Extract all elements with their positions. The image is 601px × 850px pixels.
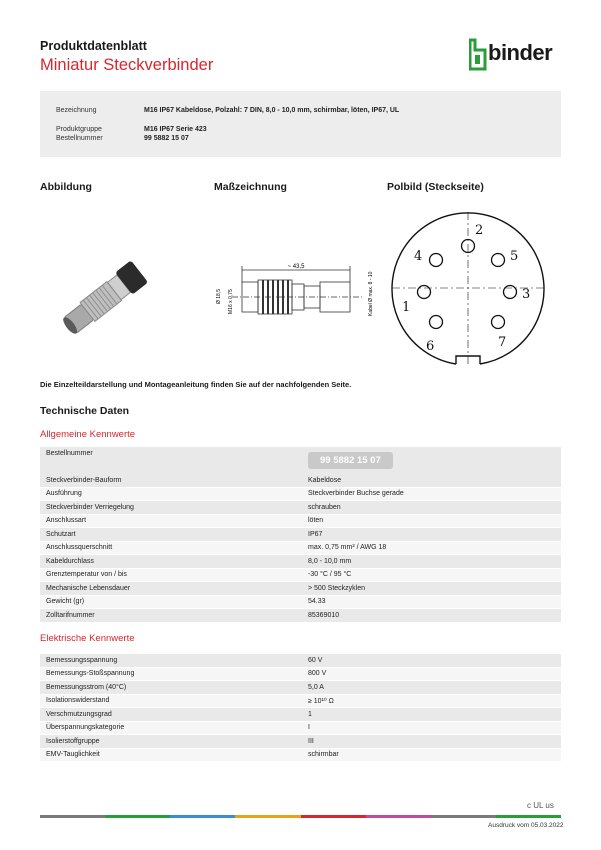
- pin-5: [492, 254, 505, 267]
- general-data-heading: Allgemeine Kennwerte: [40, 429, 136, 440]
- info-label-bezeichnung: Bezeichnung: [56, 107, 97, 114]
- table-row-value: 1: [302, 708, 561, 722]
- table-row: [40, 582, 561, 596]
- pin-label-2: 2: [475, 223, 484, 238]
- table-row-value: I: [302, 721, 561, 735]
- table-row: [40, 595, 561, 609]
- table-row: [40, 447, 561, 477]
- table-row-label: Überspannungskategorie: [40, 721, 302, 735]
- order-number-label: Bestellnummer: [40, 447, 302, 477]
- table-row-value: 60 V: [302, 654, 561, 667]
- footer-color-segment: [105, 815, 170, 818]
- table-row-label: Zolltarifnummer: [40, 609, 302, 623]
- table-row: [40, 681, 561, 695]
- table-row: [40, 568, 561, 582]
- electrical-data-table: [40, 654, 561, 762]
- footer-color-segment: [40, 815, 105, 818]
- info-label-produktgruppe: Produktgruppe: [56, 126, 102, 133]
- table-row-label: Anschlussquerschnitt: [40, 541, 302, 555]
- table-row-value: > 500 Steckzyklen: [302, 582, 561, 596]
- table-row-label: Bemessungsstrom (40°C): [40, 681, 302, 695]
- pin-4: [430, 254, 443, 267]
- footer-color-segment: [431, 815, 496, 818]
- pin-3: [504, 286, 517, 299]
- table-row: [40, 708, 561, 722]
- order-number-cell: [302, 447, 561, 477]
- product-image: [50, 252, 160, 342]
- heading-masszeichnung: Maßzeichnung: [214, 181, 287, 193]
- general-data-table: [40, 447, 561, 477]
- info-value-produktgruppe: M16 IP67 Serie 423: [144, 126, 207, 133]
- product-info-box: [40, 91, 561, 157]
- document-title: Miniatur Steckverbinder: [40, 56, 214, 74]
- table-row: [40, 541, 561, 555]
- pin-label-7: 7: [498, 335, 507, 350]
- table-row: [40, 501, 561, 515]
- dim-diameter: Ø 18,5: [216, 288, 222, 304]
- table-row-value: schrauben: [302, 501, 561, 515]
- table-row-label: Mechanische Lebensdauer: [40, 582, 302, 596]
- binder-logo: [469, 38, 563, 72]
- print-date: Ausdruck vom 05.03.2022: [488, 822, 564, 829]
- footer-color-segment: [496, 815, 561, 818]
- footer-color-segment: [301, 815, 366, 818]
- logo-wordmark: binder: [488, 40, 553, 65]
- info-value-bestellnummer: 99 5882 15 07: [144, 135, 189, 142]
- footer-color-segment: [235, 815, 300, 818]
- table-row: [40, 667, 561, 681]
- document-type: Produktdatenblatt: [40, 39, 147, 53]
- table-row-value: 54.33: [302, 595, 561, 609]
- table-row: [40, 555, 561, 569]
- table-row-value: Steckverbinder Buchse gerade: [302, 487, 561, 501]
- heading-abbildung: Abbildung: [40, 181, 92, 193]
- table-row-label: Isolierstoffgruppe: [40, 735, 302, 749]
- table-row-label: Bemessungs-Stoßspannung: [40, 667, 302, 681]
- info-value-bezeichnung: M16 IP67 Kabeldose, Polzahl: 7 DIN, 8,0 - 10,0 mm, schirmbar, löten, IP67, UL: [144, 107, 400, 114]
- pin-label-1: 1: [402, 300, 411, 315]
- table-row-label: Kabeldurchlass: [40, 555, 302, 569]
- table-row-value: max. 0,75 mm² / AWG 18: [302, 541, 561, 555]
- pin-label-4: 4: [414, 249, 423, 264]
- table-row-value: III: [302, 735, 561, 749]
- table-row-label: Schutzart: [40, 528, 302, 542]
- table-row-label: Steckverbinder Verriegelung: [40, 501, 302, 515]
- table-row-value: -30 °C / 95 °C: [302, 568, 561, 582]
- table-row-value: 800 V: [302, 667, 561, 681]
- table-row: [40, 735, 561, 749]
- general-data-rows: [40, 474, 561, 623]
- table-row-value: löten: [302, 514, 561, 528]
- table-row-label: Anschlussart: [40, 514, 302, 528]
- pin-label-3: 3: [522, 287, 531, 302]
- table-row: [40, 721, 561, 735]
- table-row: [40, 474, 561, 487]
- table-row: [40, 654, 561, 667]
- table-row-value: IP67: [302, 528, 561, 542]
- table-row-label: Steckverbinder-Bauform: [40, 474, 302, 487]
- table-row: [40, 487, 561, 501]
- table-row-label: EMV-Tauglichkeit: [40, 748, 302, 762]
- table-row-value: 5,0 A: [302, 681, 561, 695]
- table-row-label: Isolationswiderstand: [40, 694, 302, 708]
- footer-color-segment: [366, 815, 431, 818]
- dim-cable: Kabel Ø max. 8 - 10: [368, 271, 374, 316]
- tech-data-heading: Technische Daten: [40, 405, 130, 417]
- table-row: [40, 528, 561, 542]
- table-row: [40, 609, 561, 623]
- footer-color-segment: [170, 815, 235, 818]
- dim-length: ~ 43,5: [287, 264, 305, 270]
- table-row-label: Grenztemperatur von / bis: [40, 568, 302, 582]
- pin-6: [430, 316, 443, 329]
- table-row-label: Ausführung: [40, 487, 302, 501]
- order-number-badge: 99 5882 15 07: [308, 452, 393, 469]
- table-row-value: schirmbar: [302, 748, 561, 762]
- table-row: [40, 694, 561, 708]
- table-row-value: 8,0 - 10,0 mm: [302, 555, 561, 569]
- dimension-drawing: [212, 256, 382, 336]
- table-row-label: Verschmutzungsgrad: [40, 708, 302, 722]
- info-label-bestellnummer: Bestellnummer: [56, 135, 103, 142]
- pin-label-5: 5: [510, 249, 519, 264]
- pin-layout-drawing: [386, 206, 550, 370]
- table-row-value: ≥ 10¹⁰ Ω: [302, 694, 561, 708]
- table-row: [40, 748, 561, 762]
- pin-7: [492, 316, 505, 329]
- assembly-note: Die Einzelteildarstellung und Montageanleitung finden Sie auf der nachfolgenden Seite.: [40, 380, 352, 389]
- ul-certification-mark: c UL us: [527, 801, 554, 810]
- table-row: [40, 514, 561, 528]
- dim-thread: M16 x 0,75: [228, 289, 234, 314]
- pin-label-6: 6: [426, 339, 435, 354]
- heading-polbild: Polbild (Steckseite): [387, 181, 484, 193]
- pin-1: [418, 286, 431, 299]
- electrical-data-heading: Elektrische Kennwerte: [40, 633, 135, 644]
- footer-color-bar: [40, 815, 561, 818]
- table-row-label: Gewicht (gr): [40, 595, 302, 609]
- table-row-value: 85369010: [302, 609, 561, 623]
- table-row-label: Bemessungsspannung: [40, 654, 302, 667]
- binder-logo-mark-icon: [469, 38, 489, 72]
- table-row-value: Kabeldose: [302, 474, 561, 487]
